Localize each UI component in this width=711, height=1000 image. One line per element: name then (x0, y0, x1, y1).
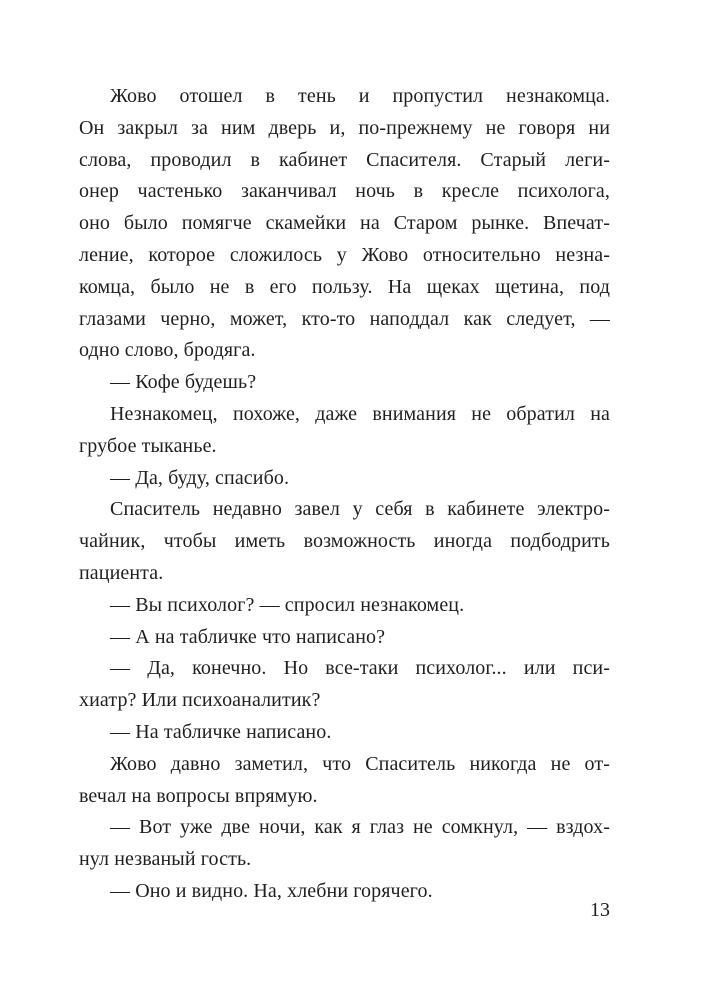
text-line: — Вот уже две ночи, как я глаз не сомкнул, — вздох- (110, 816, 610, 839)
body-text (79, 81, 610, 908)
paragraph (79, 749, 610, 813)
paragraph (79, 367, 610, 399)
text-line: — Да, конечно. Но все-таки психолог... или пси- (110, 657, 610, 680)
text-line: глазами черно, может, кто-то наподдал как следует, — (79, 307, 610, 330)
text-line: оно было помягче скамейки на Старом рынке. Впечат- (79, 212, 610, 235)
text-line: Он закрыл за ним дверь и, по-прежнему не говоря ни (79, 116, 610, 139)
paragraph (79, 812, 610, 876)
text-line: Незнакомец, похоже, даже внимания не обратил на (110, 402, 610, 425)
paragraph (79, 590, 610, 622)
text-line: — Кофе будешь? (110, 371, 257, 394)
paragraph (79, 494, 610, 589)
paragraph (79, 81, 610, 367)
text-line: вечал на вопросы впрямую. (79, 784, 318, 807)
text-line: онер частенько заканчивал ночь в кресле психолога, (79, 180, 610, 203)
text-line: — На табличке написано. (110, 720, 332, 743)
text-line: Спаситель недавно завел у себя в кабинете электро- (110, 498, 610, 521)
paragraph (79, 717, 610, 749)
text-line: ление, которое сложилось у Жово относительно незна- (79, 243, 610, 266)
text-line: нул незваный гость. (79, 848, 252, 871)
paragraph (79, 399, 610, 463)
text-line: хиатр? Или психоаналитик? (79, 689, 321, 712)
paragraph (79, 463, 610, 495)
text-line: Жово отошел в тень и пропустил незнакомца. (110, 85, 610, 107)
text-line: слова, проводил в кабинет Спасителя. Старый леги- (79, 148, 610, 171)
page-number: 13 (590, 899, 610, 921)
text-line: — А на табличке что написано? (110, 625, 386, 648)
text-line: — Оно и видно. На, хлебни горячего. (110, 879, 433, 902)
text-line: чайник, чтобы иметь возможность иногда подбодрить (79, 530, 610, 553)
text-line: комца, было не в его пользу. На щеках щетина, под (79, 275, 610, 298)
text-line: — Да, буду, спасибо. (110, 466, 290, 489)
paragraph (79, 622, 610, 654)
text-line: грубое тыканье. (79, 434, 217, 457)
text-line: — Вы психолог? — спросил незнакомец. (110, 593, 465, 616)
text-line: Жово давно заметил, что Спаситель никогда не от- (110, 752, 610, 775)
text-line: одно слово, бродяга. (79, 339, 256, 362)
paragraph (79, 653, 610, 717)
text-line: пациента. (79, 561, 164, 584)
